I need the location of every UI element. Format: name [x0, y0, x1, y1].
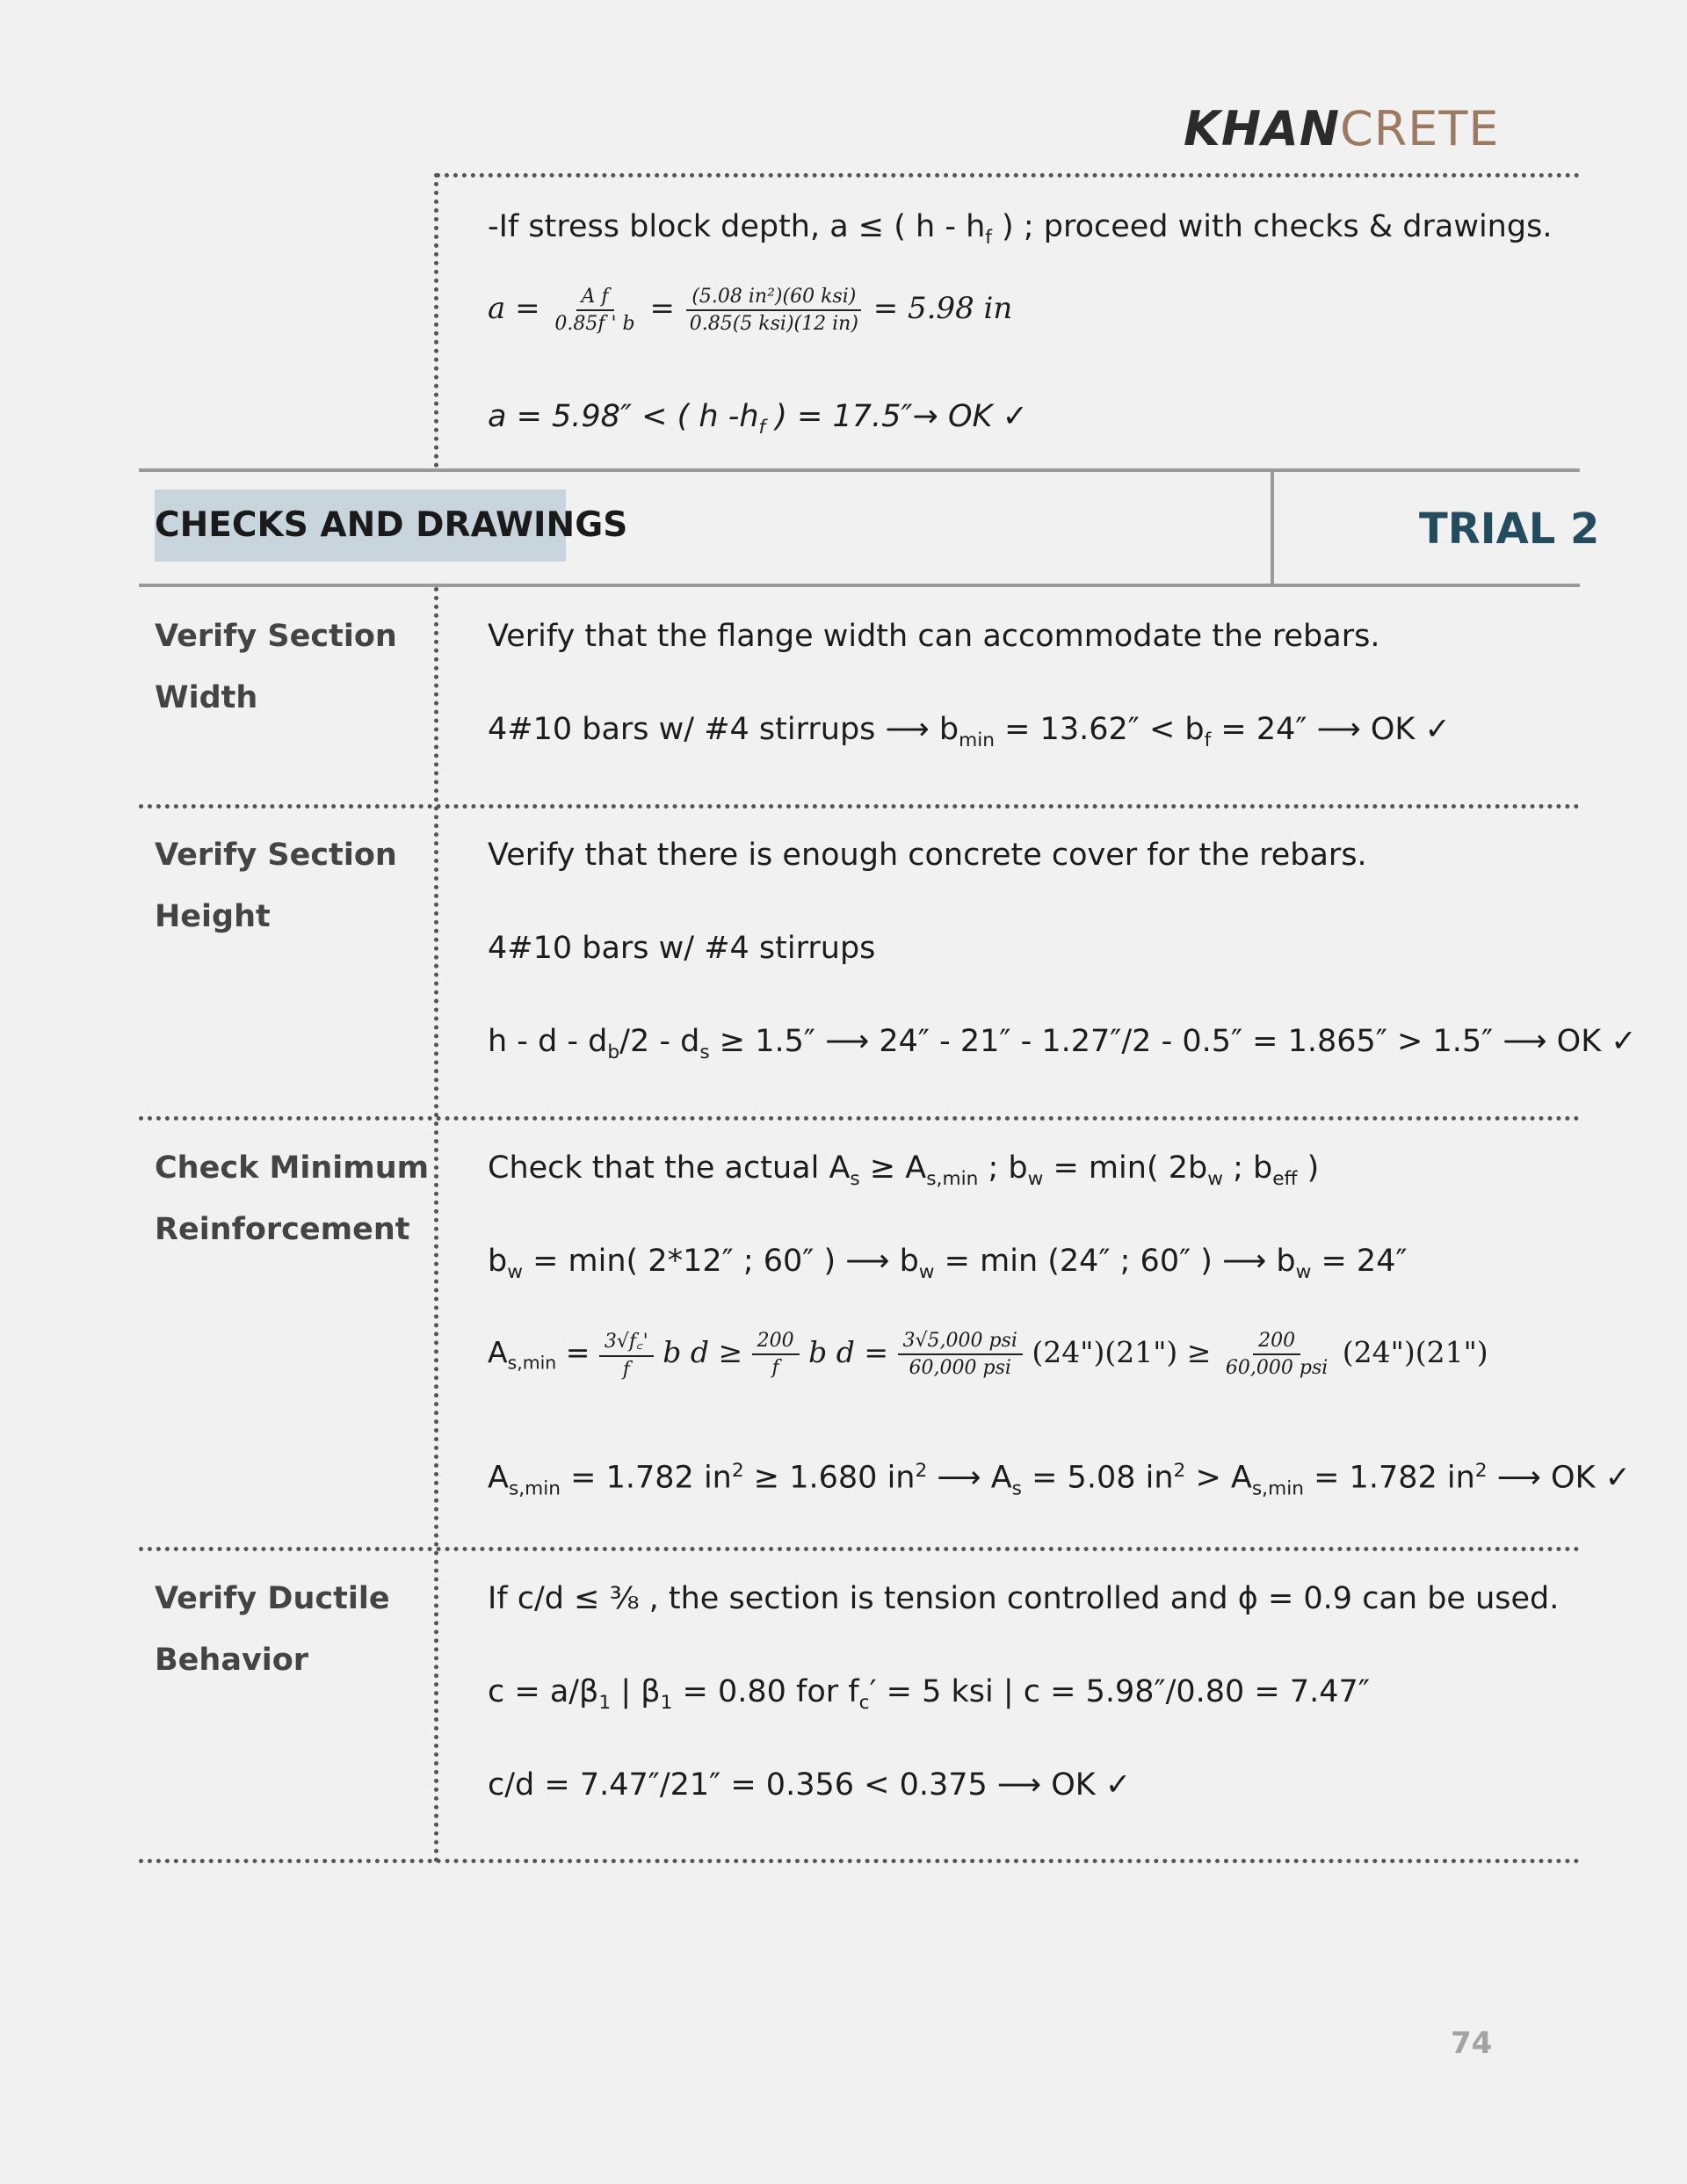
trial-label: TRIAL 2 [1419, 504, 1600, 554]
as-min-equation: $A_{s,min}$ = $\frac{3√f꜀'}{f}$ b d ≥ $\frac{200}{f}$ b d = $\frac{\text{3√5,000 psi}}{\text{60,000 psi}}$ (24")(21") ≥ $\frac{200}{\text{60,000 psi}}$ (24")(21") [488, 1327, 1488, 1381]
top-dotted-divider [436, 173, 1580, 178]
header-divider [1271, 468, 1274, 587]
row-divider-1 [139, 804, 1580, 809]
neutral-axis-calc: $c = a/\beta_1$ | $\beta_1 = 0.80$ for $f_c' = 5$ ksi | c = 5.98″/0.80 = 7.47″ [488, 1674, 1370, 1714]
min-reinforcement-description: Check that the actual $A_s \ge A_{s,min}$ ; $b_w = \min$( $2b_w$ ; $b_{eff}$ ) [488, 1150, 1320, 1190]
header-top-rule [139, 468, 1580, 472]
section-height-description: Verify that there is enough concrete cover for the rebars. [488, 838, 1367, 873]
row-label-ductile-behavior: Verify Ductile Behavior [155, 1581, 390, 1678]
effective-width-calc: $b_w = \min$( 2*12″ ; 60″ ) ⟶ $b_w = \min (24''$ ; 60″ ) ⟶ $b_w = 24''$ [488, 1244, 1408, 1283]
stress-block-result: a = 5.98″ < ( h $-h_f$ ) = 17.5″→ OK ✓ [488, 399, 1028, 439]
row-divider-4 [139, 1859, 1580, 1863]
row-label-section-height: Verify Section Height [155, 838, 397, 934]
section-width-description: Verify that the flange width can accommodate the rebars. [488, 619, 1380, 654]
ductile-description: If c/d ≤ ⅜ , the section is tension controlled and ϕ = 0.9 can be used. [488, 1581, 1560, 1616]
as-min-result: $A_{s,min} = 1.782$ $in^2 \ge 1.680$ $in^2$ ⟶ $A_s = 5.08$ $in^2 > A_{s,min} = 1.782$ $in^2$ ⟶ OK ✓ [488, 1460, 1631, 1500]
row-label-min-reinforcement: Check Minimum Reinforcement [155, 1150, 430, 1247]
row-divider-3 [139, 1547, 1580, 1551]
main-column-divider [434, 587, 438, 1863]
section-height-bars: 4#10 bars w/ #4 stirrups [488, 931, 876, 966]
stress-block-intro: -If stress block depth, a ≤ ( h - $h_f$ ) ; proceed with checks & drawings. [488, 209, 1553, 249]
section-height-check: $h - d - d_b/2 - d_s \ge 1.5''$ ⟶ 24″ - 21″ - 1.27″/2 - 0.5″ = 1.865″ > 1.5″ ⟶ OK ✓ [488, 1024, 1637, 1063]
page-number: 74 [1451, 2026, 1493, 2061]
section-title: CHECKS AND DRAWINGS [155, 490, 566, 562]
section-width-check: 4#10 bars w/ #4 stirrups ⟶ $b_{min} = 13.62'' < b_f = 24''$ ⟶ OK ✓ [488, 712, 1451, 751]
row-divider-2 [139, 1116, 1580, 1121]
stress-block-equation: a = $\frac{\text{A f}}{0.85f ' b}$ = $\frac{\text{(5.08 in²)(60 ksi)}}{\text{0.85(5 ksi)(12 in)}}$ = 5.98 in [488, 286, 1013, 335]
header-bottom-rule [139, 584, 1580, 587]
top-column-divider [434, 173, 438, 468]
c-over-d-check: c/d = 7.47″/21″ = 0.356 < 0.375 ⟶ OK ✓ [488, 1767, 1132, 1803]
row-label-section-width: Verify Section Width [155, 619, 397, 715]
brand-logo: KHANCRETE [1184, 101, 1500, 156]
